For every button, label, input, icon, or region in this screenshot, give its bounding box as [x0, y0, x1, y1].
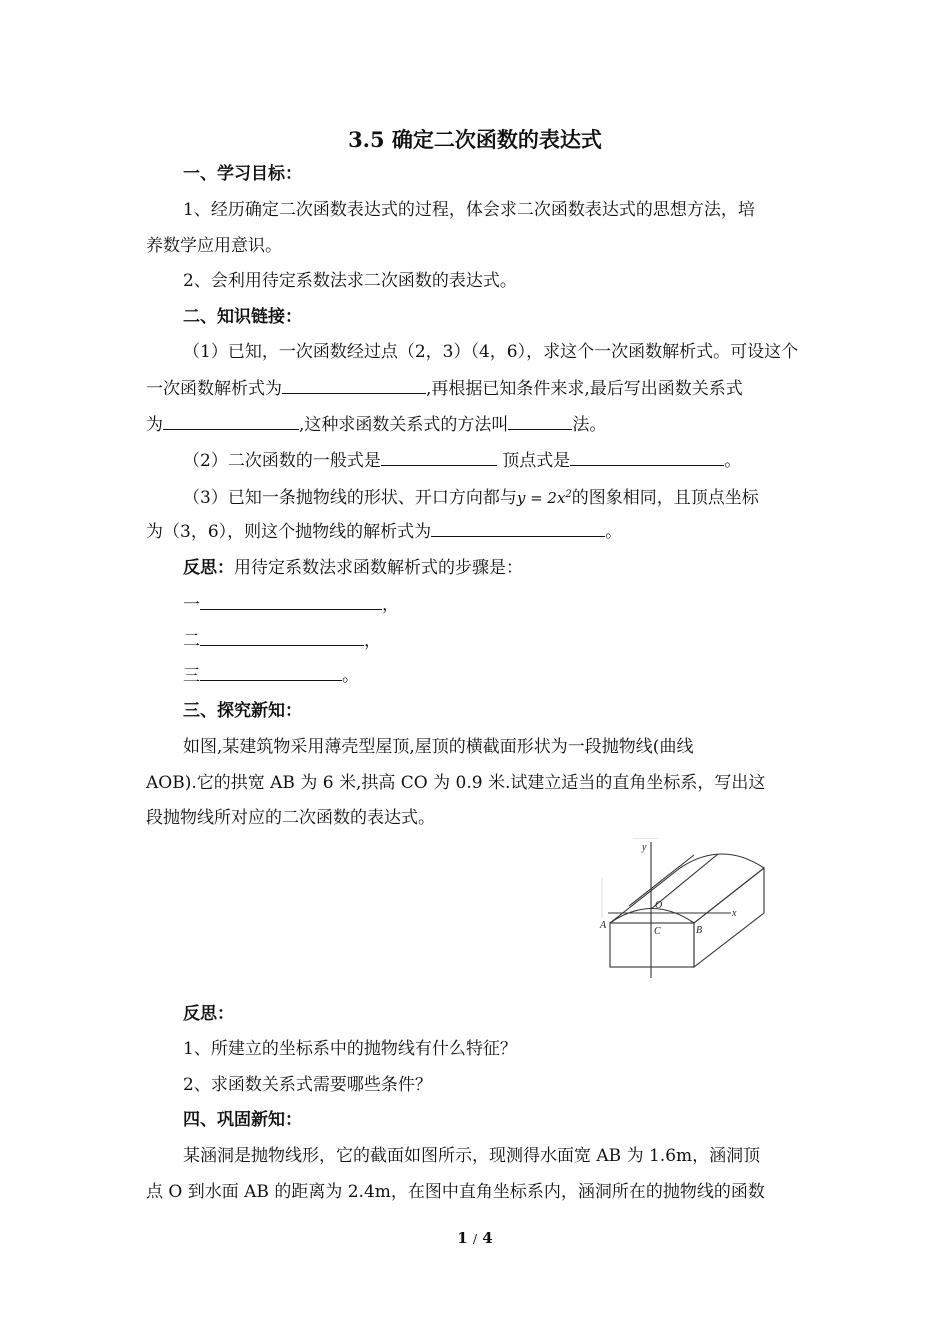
side-face [694, 868, 764, 967]
answer-blank[interactable] [163, 411, 299, 430]
question-1-line-3 [146, 411, 812, 438]
reflection-2-label: 反思： [183, 1004, 234, 1024]
q3-text-a: （3）已知一条抛物线的形状、开口方向都与 [183, 488, 517, 508]
reflection-1 [183, 555, 849, 581]
consolidate-line-2: 点 O 到水面 AB 的距离为 2.4m，在图中直角坐标系内，涵洞所在的抛物线的函数 [146, 1182, 765, 1202]
math-expression: $y = 2x^2$ [516, 489, 572, 507]
answer-blank[interactable] [570, 447, 724, 466]
q1-text-e: 法。 [572, 415, 607, 435]
roof-figure [598, 838, 778, 980]
front-arch [610, 909, 694, 924]
explore-line-2: AOB).它的拱宽 AB 为 6 米,拱高 CO 为 0.9 米.试建立适当的直角坐标系，写出这 [146, 773, 766, 793]
page-number: 1 / 4 [457, 1229, 493, 1247]
consolidate-line-1: 某涵洞是抛物线形，它的截面如图所示，现测得水面宽 AB 为 1.6m，涵洞顶 [183, 1146, 761, 1166]
front-face [610, 923, 694, 967]
reflection-2-q2: 2、求函数关系式需要哪些条件？ [183, 1075, 432, 1095]
label-o: O [655, 900, 663, 911]
answer-blank[interactable] [508, 411, 572, 430]
step-1: 一 ， [183, 591, 849, 618]
q2-text-c: 。 [724, 451, 742, 471]
roof-edge [694, 868, 764, 923]
q1-text-b: ,再根据已知条件来求,最后写出函数关系式 [426, 379, 743, 399]
section-heading-explore: 三、探究新知： [183, 701, 302, 721]
roof-edge [629, 855, 694, 906]
reflection-text: 用待定系数法求函数解析式的步骤是： [234, 558, 523, 578]
label-y: y [642, 842, 647, 853]
section-heading-goals: 一、学习目标： [183, 164, 302, 184]
question-1-line-1: （1）已知，一次函数经过点（2，3）（4，6），求这个一次函数解析式。可设这个 [183, 342, 799, 362]
goal-2: 2、会利用待定系数法求二次函数的表达式。 [183, 271, 517, 291]
reflection-label: 反思： [183, 558, 234, 578]
page-title: 3.5 确定二次函数的表达式 [348, 127, 602, 152]
goal-1-line-2: 养数学应用意识。 [146, 236, 282, 256]
q2-text-a: （2）二次函数的一般式是 [183, 451, 381, 471]
section-heading-consolidate: 四、巩固新知： [183, 1110, 302, 1130]
q2-text-b: 顶点式是 [496, 451, 571, 471]
answer-blank[interactable] [200, 591, 382, 610]
explore-line-3: 段抛物线所对应的二次函数的表达式。 [146, 808, 435, 828]
step-3: 三 。 [183, 662, 849, 689]
q1-text-d: ,这种求函数关系式的方法叫 [299, 415, 509, 435]
q3-text-c: 为（3，6），则这个抛物线的解析式为 [146, 522, 432, 542]
answer-blank[interactable] [200, 662, 342, 681]
answer-blank[interactable] [200, 627, 364, 646]
question-3-line-1 [183, 482, 849, 511]
reflection-2-q1: 1、所建立的坐标系中的抛物线有什么特征？ [183, 1039, 517, 1059]
q1-text-a: 一次函数解析式为 [146, 379, 282, 399]
label-b: B [696, 925, 703, 936]
question-1-line-2 [146, 375, 812, 402]
question-3-line-2 [146, 518, 812, 545]
step-2: 二 ， [183, 627, 849, 654]
answer-blank[interactable] [431, 518, 605, 537]
section-heading-knowledge: 二、知识链接： [183, 307, 302, 327]
q3-text-b: 的图象相同，且顶点坐标 [571, 488, 759, 508]
q3-text-d: 。 [605, 522, 623, 542]
label-c: C [654, 926, 661, 937]
label-a: A [600, 920, 607, 931]
label-x: x [732, 908, 737, 919]
q1-text-c: 为 [146, 415, 163, 435]
answer-blank[interactable] [282, 375, 426, 394]
answer-blank[interactable] [381, 447, 497, 466]
question-2 [183, 447, 849, 474]
roof-edge [610, 868, 680, 923]
goal-1-line-1: 1、经历确定二次函数表达式的过程，体会求二次函数表达式的思想方法，培 [183, 200, 755, 220]
explore-line-1: 如图,某建筑物采用薄壳型屋顶,屋顶的横截面形状为一段抛物线(曲线 [183, 737, 694, 757]
